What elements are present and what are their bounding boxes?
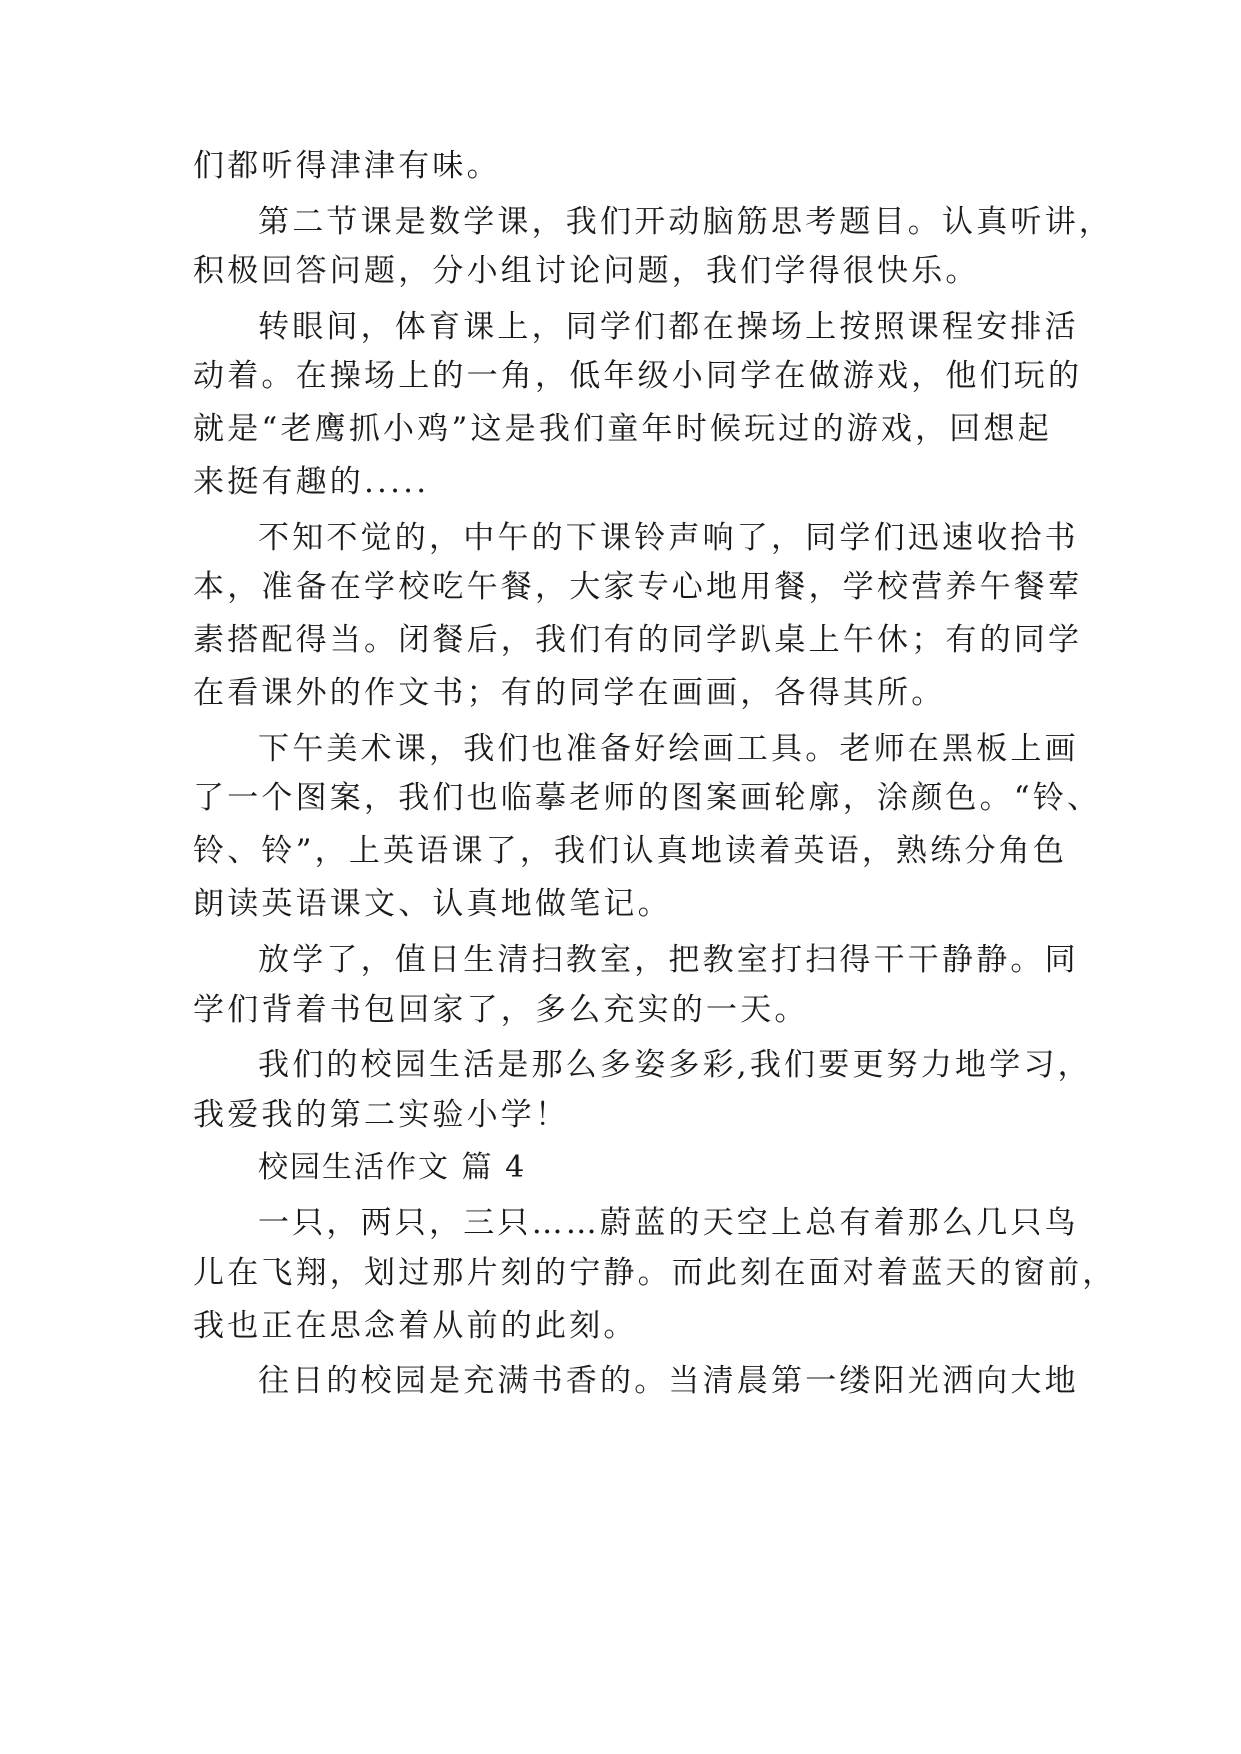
text-line: 动着。在操场上的一角，低年级小同学在做游戏，他们玩的 xyxy=(193,358,1083,394)
paragraph-first-line: 第二节课是数学课，我们开动脑筋思考题目。认真听讲， xyxy=(258,204,1113,240)
paragraph-first-line: 不知不觉的，中午的下课铃声响了，同学们迅速收拾书 xyxy=(258,520,1079,556)
text-line: 学们背着书包回家了，多么充实的一天。 xyxy=(193,992,809,1028)
paragraph-first-line: 转眼间，体育课上，同学们都在操场上按照课程安排活 xyxy=(258,309,1079,345)
text-line: 积极回答问题，分小组讨论问题，我们学得很快乐。 xyxy=(193,253,980,289)
paragraph-first-line: 往日的校园是充满书香的。当清晨第一缕阳光洒向大地 xyxy=(258,1363,1079,1399)
text-line: 朗读英语课文、认真地做笔记。 xyxy=(193,886,672,922)
text-line: 们都听得津津有味。 xyxy=(193,148,501,184)
text-line: 了一个图案，我们也临摹老师的图案画轮廓，涂颜色。“铃、 xyxy=(193,780,1102,816)
text-line: 在看课外的作文书；有的同学在画画，各得其所。 xyxy=(193,675,946,711)
text-line: 我爱我的第二实验小学！ xyxy=(193,1097,570,1133)
text-line: 我也正在思念着从前的此刻。 xyxy=(193,1308,638,1344)
paragraph-first-line: 放学了，值日生清扫教室，把教室打扫得干干静静。同 xyxy=(258,942,1079,978)
text-line: 来挺有趣的..... xyxy=(193,464,430,500)
text-line: 素搭配得当。闭餐后，我们有的同学趴桌上午休；有的同学 xyxy=(193,622,1083,658)
paragraph-first-line: 我们的校园生活是那么多姿多彩,我们要更努力地学习， xyxy=(258,1047,1092,1083)
text-line: 本，准备在学校吃午餐，大家专心地用餐，学校营养午餐荤 xyxy=(193,569,1083,605)
paragraph-first-line: 下午美术课，我们也准备好绘画工具。老师在黑板上画 xyxy=(258,731,1079,767)
text-line: 儿在飞翔，划过那片刻的宁静。而此刻在面对着蓝天的窗前， xyxy=(193,1255,1117,1291)
section-heading: 校园生活作文 篇 4 xyxy=(258,1150,527,1185)
text-line: 铃、铃”，上英语课了，我们认真地读着英语，熟练分角色 xyxy=(193,833,1068,869)
paragraph-first-line: 一只，两只，三只……蔚蓝的天空上总有着那么几只鸟 xyxy=(258,1205,1079,1241)
text-line: 就是“老鹰抓小鸡”这是我们童年时候玩过的游戏，回想起 xyxy=(193,411,1052,447)
